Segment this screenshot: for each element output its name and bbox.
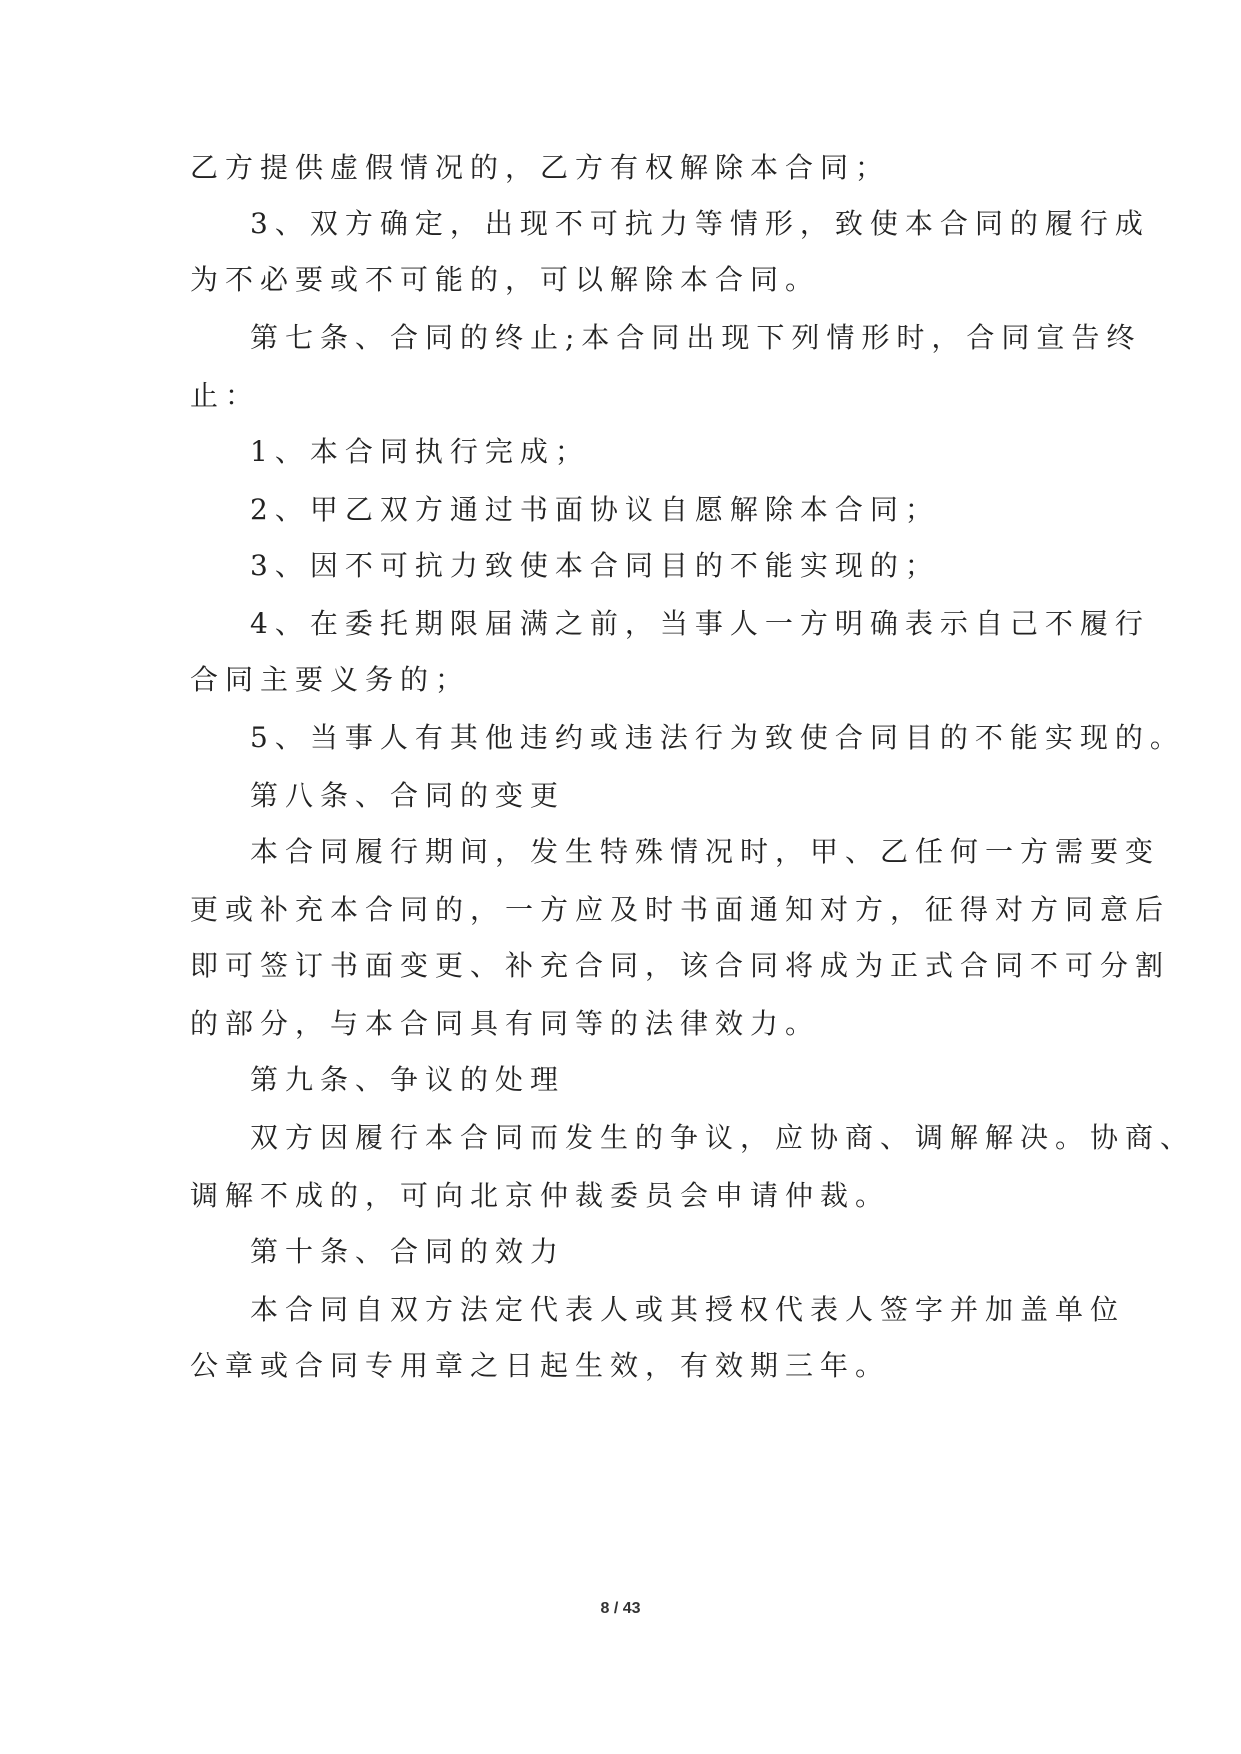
text-line: 2、甲乙双方通过书面协议自愿解除本合同； <box>250 493 940 526</box>
text-line: 合同主要义务的； <box>190 663 471 696</box>
text-line: 乙方提供虚假情况的，乙方有权解除本合同； <box>190 151 891 184</box>
text-line: 本合同履行期间，发生特殊情况时，甲、乙任何一方需要变 <box>250 835 1161 868</box>
text-line: 第七条、合同的终止;本合同出现下列情形时，合同宣告终 <box>250 321 1142 354</box>
page-number: 8 / 43 <box>600 1600 641 1617</box>
text-line: 1、本合同执行完成； <box>250 435 590 468</box>
text-line: 公章或合同专用章之日起生效，有效期三年。 <box>190 1349 891 1382</box>
text-line: 调解不成的，可向北京仲裁委员会申请仲裁。 <box>190 1179 891 1212</box>
text-line: 3、双方确定，出现不可抗力等情形，致使本合同的履行成 <box>250 207 1150 240</box>
text-line: 即可签订书面变更、补充合同，该合同将成为正式合同不可分割 <box>190 949 1171 982</box>
section-heading: 第十条、合同的效力 <box>250 1235 566 1268</box>
section-heading: 第九条、争议的处理 <box>250 1063 566 1096</box>
text-line: 4、在委托期限届满之前，当事人一方明确表示自己不履行 <box>250 607 1150 640</box>
text-line: 3、因不可抗力致使本合同目的不能实现的； <box>250 549 940 582</box>
text-line: 止： <box>190 379 261 412</box>
text-line: 更或补充本合同的，一方应及时书面通知对方，征得对方同意后 <box>190 893 1171 926</box>
text-line: 5、当事人有其他违约或违法行为致使合同目的不能实现的。 <box>250 721 1185 754</box>
text-line: 本合同自双方法定代表人或其授权代表人签字并加盖单位 <box>250 1293 1126 1326</box>
text-line: 为不必要或不可能的，可以解除本合同。 <box>190 263 821 296</box>
text-line: 的部分，与本合同具有同等的法律效力。 <box>190 1007 821 1040</box>
text-line: 双方因履行本合同而发生的争议，应协商、调解解决。协商、 <box>250 1121 1196 1154</box>
section-heading: 第八条、合同的变更 <box>250 779 566 812</box>
